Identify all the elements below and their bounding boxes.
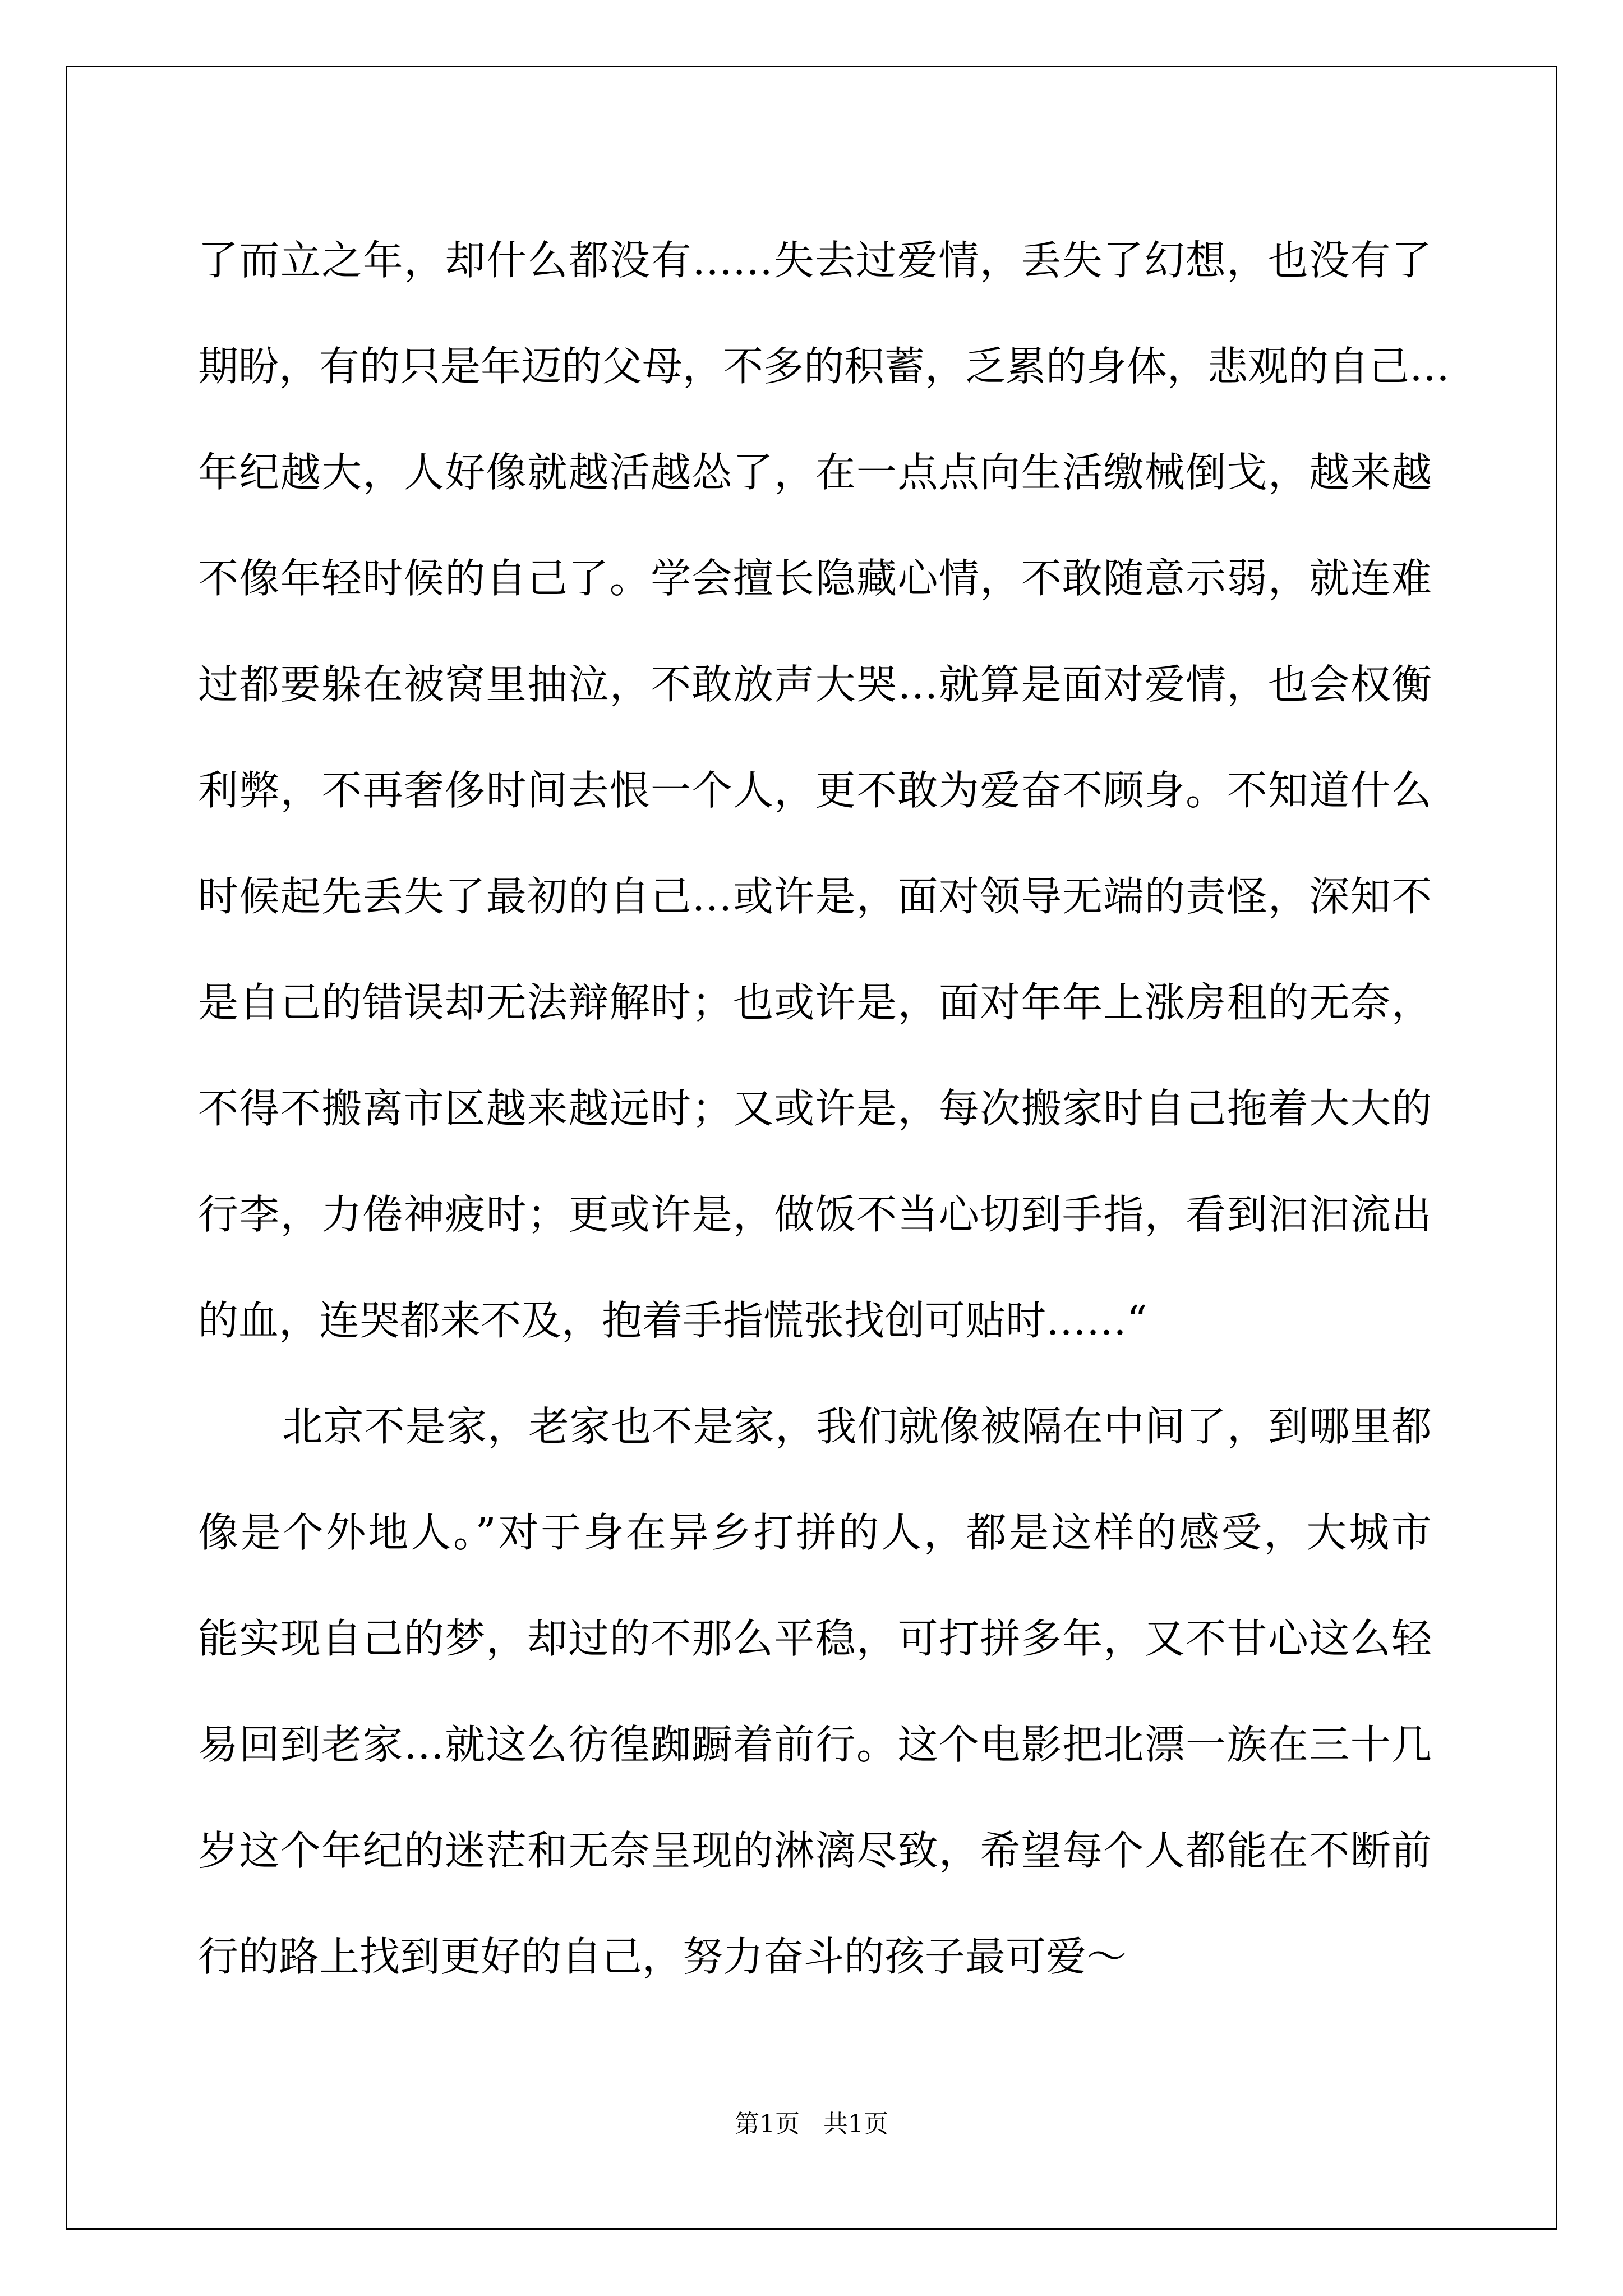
text-line: 行的路上找到更好的自己，努力奋斗的孩子最可爱～: [198, 1933, 1127, 1980]
page-total: 共1页: [823, 2110, 888, 2138]
text-line: 行李，力倦神疲时；更或许是，做饭不当心切到手指，看到汩汩流出: [198, 1191, 1432, 1238]
text-line: 年纪越大，人好像就越活越怂了，在一点点向生活缴械倒戈，越来越: [198, 449, 1432, 496]
text-line: 过都要躲在被窝里抽泣，不敢放声大哭…就算是面对爱情，也会权衡: [198, 661, 1432, 708]
text-line: 岁这个年纪的迷茫和无奈呈现的淋漓尽致，希望每个人都能在不断前: [198, 1827, 1432, 1874]
text-line: 不像年轻时候的自己了。学会擅长隐藏心情，不敢随意示弱，就连难: [198, 555, 1432, 602]
document-body: [198, 208, 1450, 2010]
text-line: 像是个外地人。”对于身在异乡打拼的人，都是这样的感受，大城市: [198, 1509, 1432, 1556]
text-line: 北京不是家，老家也不是家，我们就像被隔在中间了，到哪里都: [282, 1403, 1432, 1450]
text-line: 的血，连哭都来不及，抱着手指慌张找创可贴时……“: [198, 1297, 1147, 1344]
paragraph-1: [198, 208, 1450, 1374]
paragraph-2: [198, 1374, 1432, 2010]
text-line: 是自己的错误却无法辩解时；也或许是，面对年年上涨房租的无奈，: [198, 979, 1432, 1026]
text-line: 了而立之年，却什么都没有……失去过爱情，丢失了幻想，也没有了: [198, 237, 1432, 284]
text-line: 期盼，有的只是年迈的父母，不多的积蓄，乏累的身体，悲观的自己…: [198, 343, 1450, 390]
text-line: 不得不搬离市区越来越远时；又或许是，每次搬家时自己拖着大大的: [198, 1085, 1432, 1132]
text-line: 能实现自己的梦，却过的不那么平稳，可打拼多年，又不甘心这么轻: [198, 1615, 1432, 1662]
page-footer: [0, 2104, 1623, 2139]
text-line: 时候起先丢失了最初的自己…或许是，面对领导无端的责怪，深知不: [198, 873, 1432, 920]
page-number: 第1页: [735, 2110, 800, 2138]
text-line: 利弊，不再奢侈时间去恨一个人，更不敢为爱奋不顾身。不知道什么: [198, 767, 1432, 814]
text-line: 易回到老家…就这么彷徨踟蹰着前行。这个电影把北漂一族在三十几: [198, 1721, 1432, 1768]
